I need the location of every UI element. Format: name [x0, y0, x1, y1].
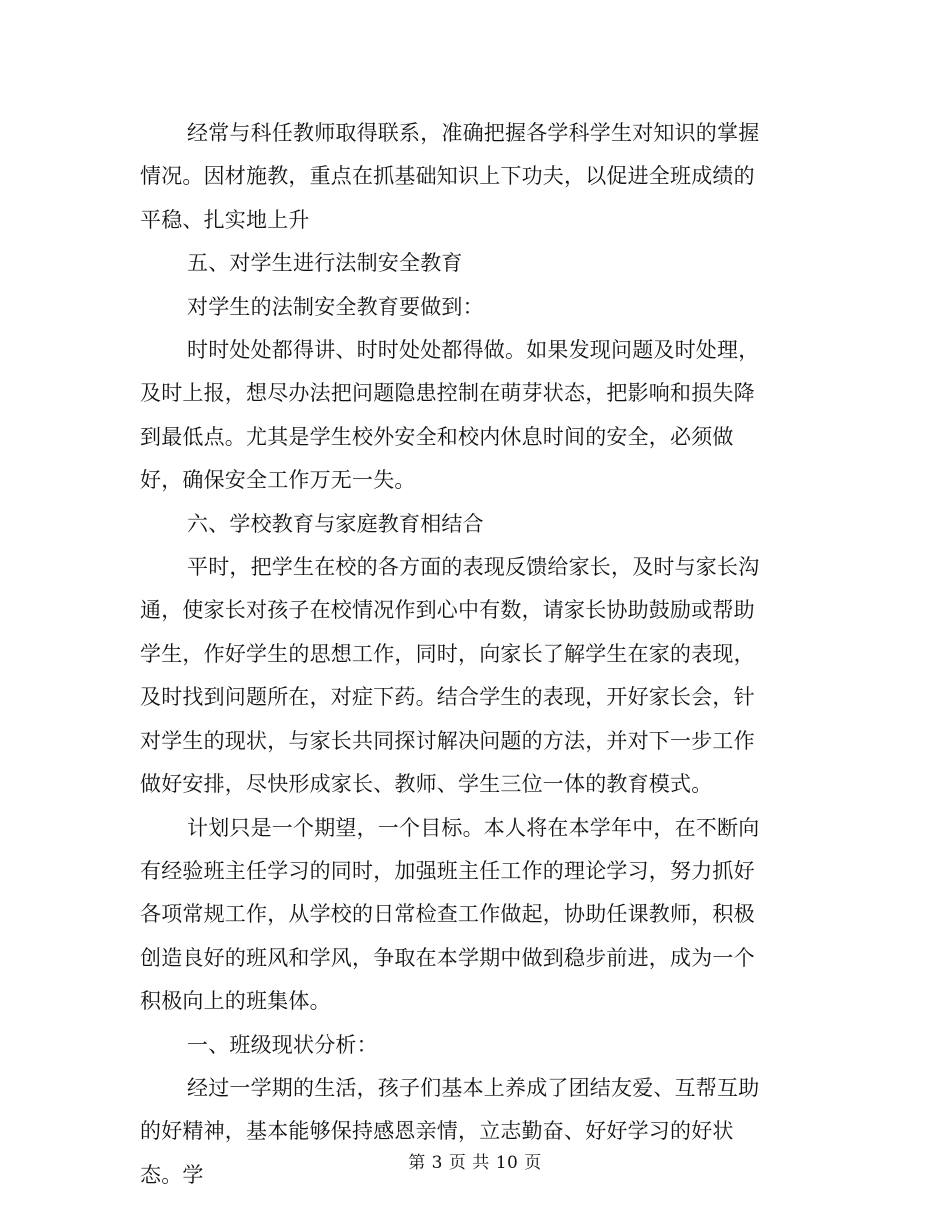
section-heading-class-analysis: 一、班级现状分析：	[187, 1032, 378, 1057]
page-body	[140, 112, 760, 1197]
paragraph-contact-teachers: 经常与科任教师取得联系，准确把握各学科学生对知识的掌握情况。因材施教，重点在抓基础知识上下功夫，以促进全班成绩的平稳、扎实地上升	[140, 121, 760, 232]
paragraph-home-school-details: 平时，把学生在校的各方面的表现反馈给家长，及时与家长沟通，使家长对孩子在校情况作到心中有数，请家长协助鼓励或帮助学生，作好学生的思想工作，同时，向家长了解学生在家的表现，及时找到问题所在，对症下药。结合学生的表现，开好家长会，针对学生的现状，与家长共同探讨解决问题的方法，并对下一步工作做好安排，尽快形成家长、教师、学生三位一体的教育模式。	[140, 555, 760, 797]
paragraph-class-analysis: 经过一学期的生活，孩子们基本上养成了团结友爱、互帮互助的好精神，基本能够保持感恩亲情，立志勤奋、好好学习的好状态。学	[140, 1075, 760, 1187]
paragraph-plan-summary: 计划只是一个期望，一个目标。本人将在本学年中，在不断向有经验班主任学习的同时，加强班主任工作的理论学习，努力抓好各项常规工作，从学校的日常检查工作做起，协助任课教师，积极创造良好的班风和学风，争取在本学期中做到稳步前进，成为一个积极向上的班集体。	[140, 815, 760, 1014]
paragraph-legal-safety-details: 时时处处都得讲、时时处处都得做。如果发现问题及时处理，及时上报，想尽办法把问题隐患控制在萌芽状态，把影响和损失降到最低点。尤其是学生校外安全和校内休息时间的安全，必须做好，确保安全工作万无一失。	[140, 338, 760, 493]
paragraph-legal-safety-intro: 对学生的法制安全教育要做到：	[187, 294, 484, 319]
section-heading-legal-safety: 五、对学生进行法制安全教育	[187, 251, 463, 276]
section-heading-home-school: 六、学校教育与家庭教育相结合	[187, 511, 484, 536]
page-number-footer: 第 3 页 共 10 页	[408, 1153, 542, 1173]
